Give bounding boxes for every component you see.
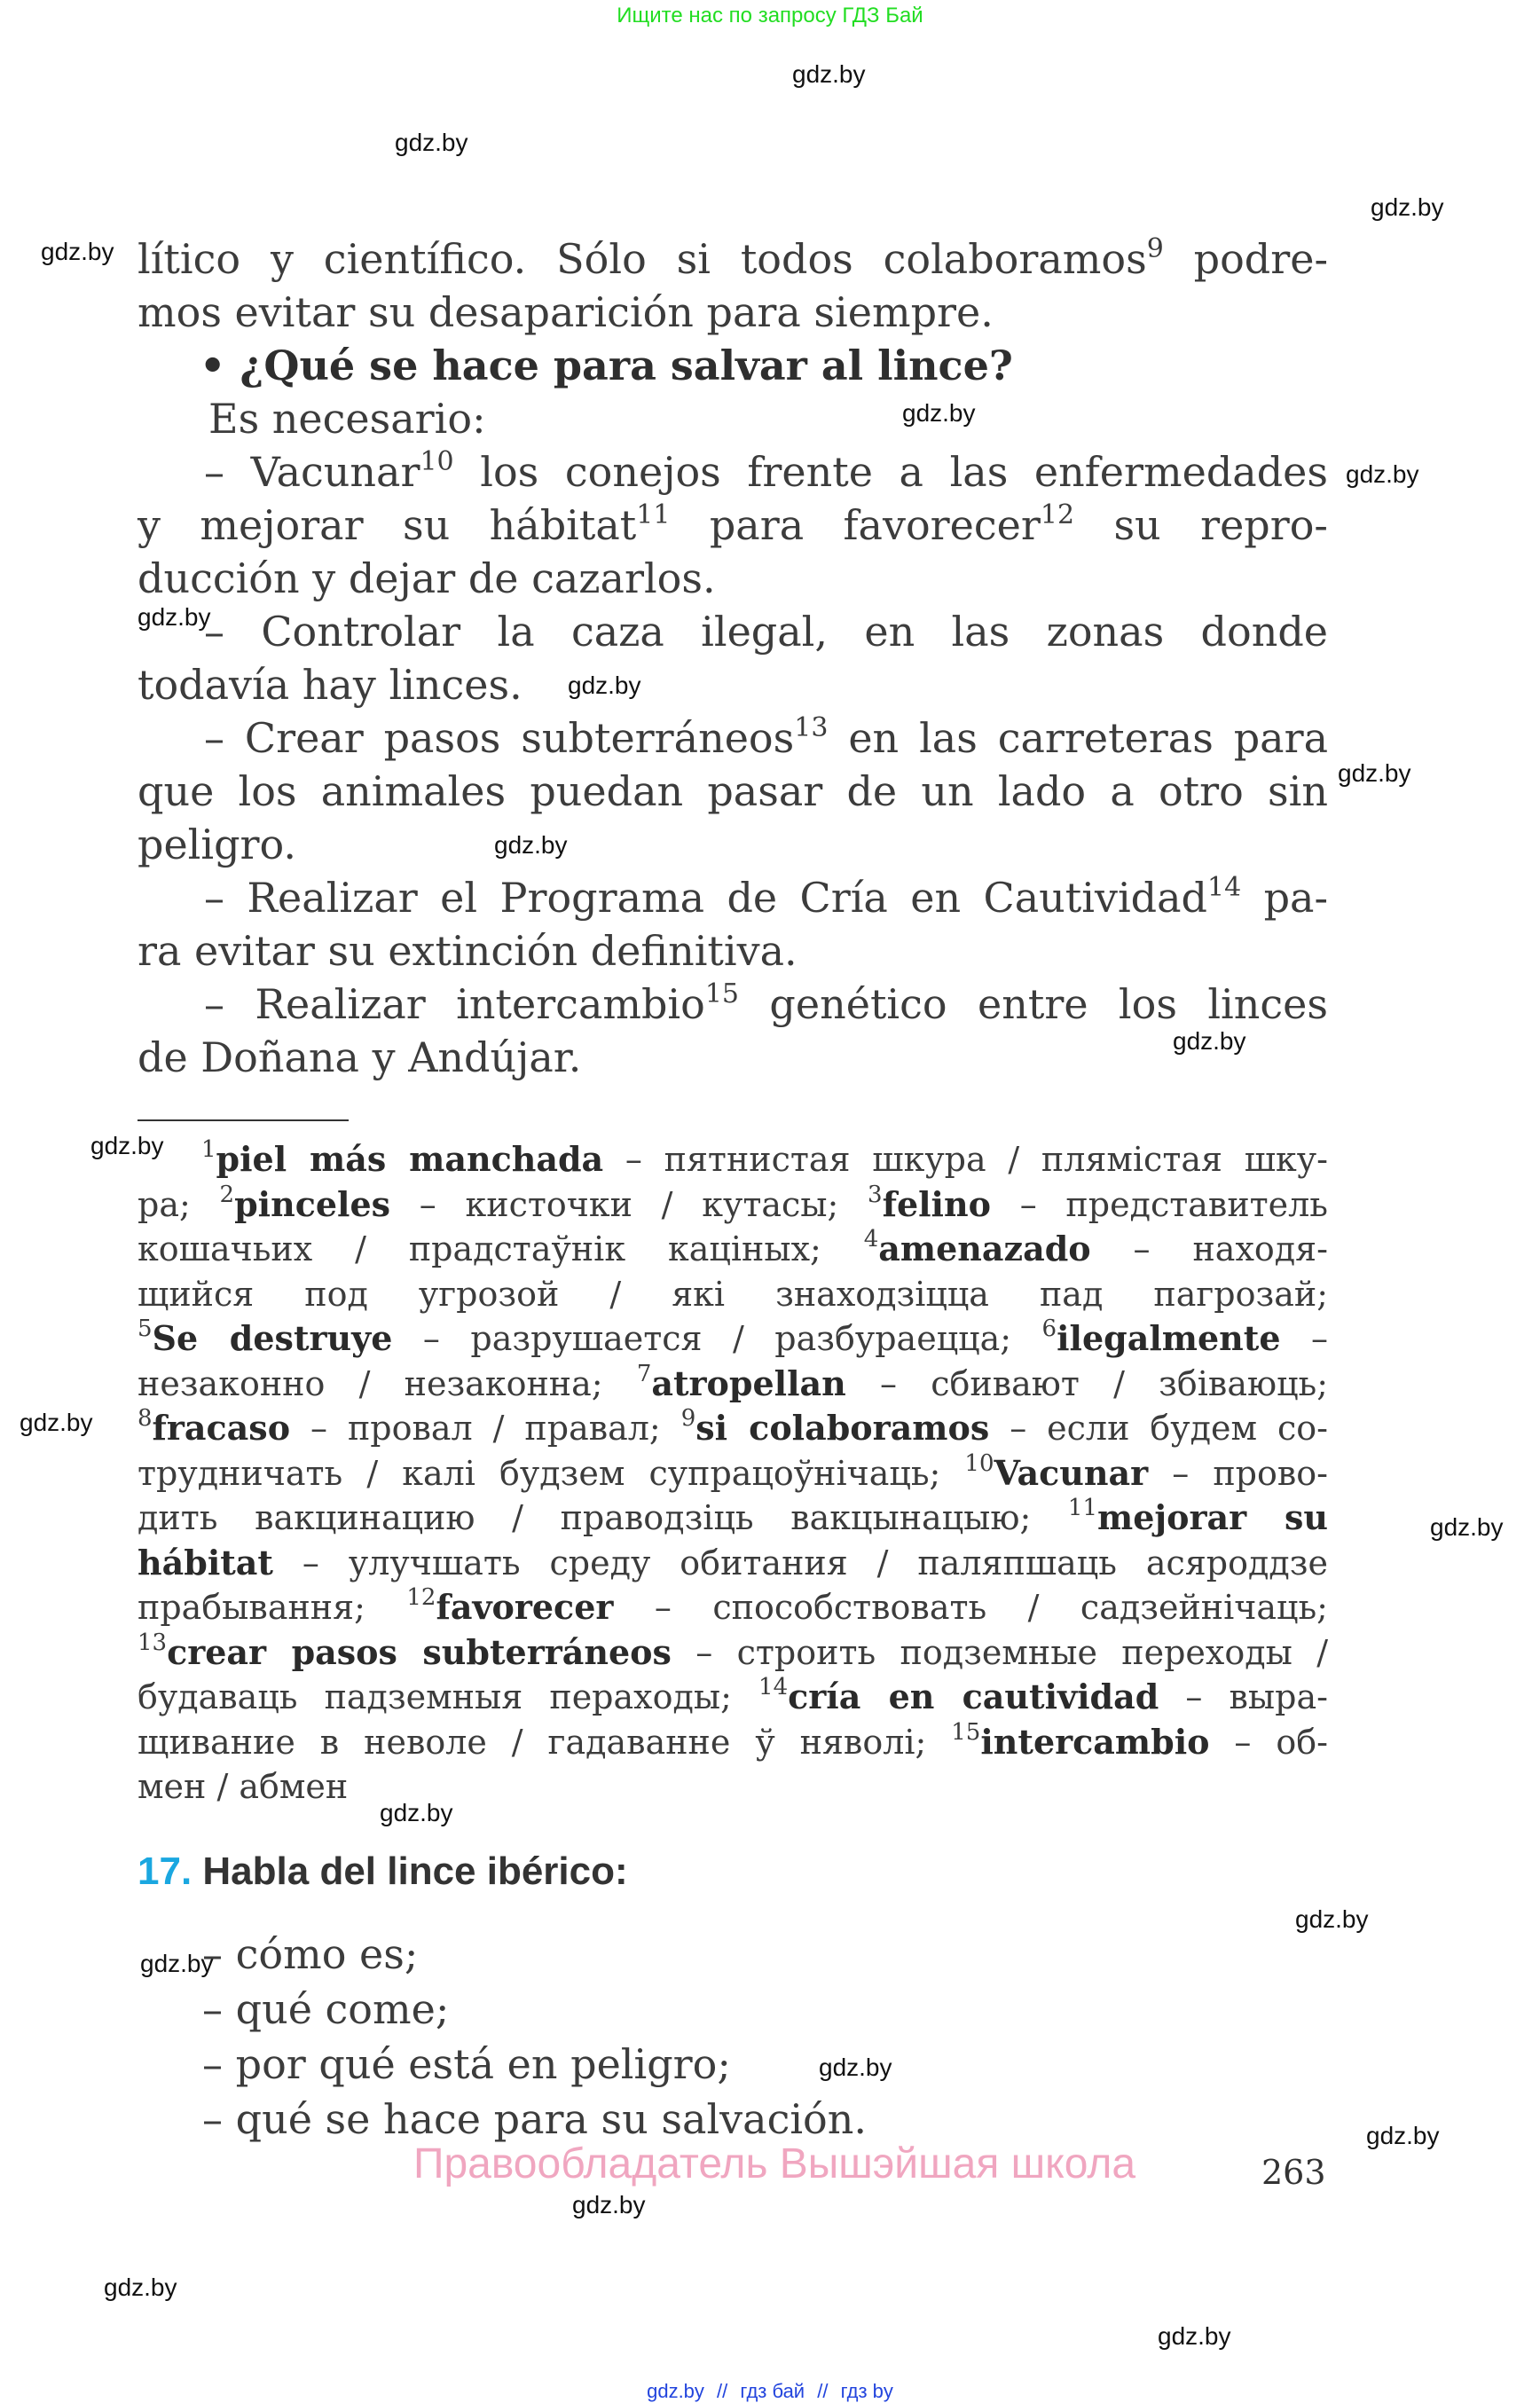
watermark-text: gdz.by bbox=[1371, 193, 1444, 221]
text-line: peligro. bbox=[138, 821, 297, 868]
text-line: mos evitar su desaparición para siempre. bbox=[138, 288, 994, 336]
text-line: lítico y científico. Sólo si todos colaboramos$^9$ podre- bbox=[138, 232, 1328, 283]
text-line: – Controlar la caza ilegal, en las zonas donde bbox=[204, 608, 1328, 656]
watermark-text: gdz.by bbox=[138, 603, 211, 631]
footnote-line: незаконно / незаконна; $^7$atropellan – сбивают / збіваюць; bbox=[138, 1360, 1328, 1403]
watermark-text: gdz.by bbox=[819, 2054, 892, 2081]
watermark-text: gdz.by bbox=[494, 831, 568, 859]
watermark-text: gdz.by bbox=[380, 1799, 453, 1826]
copyright-notice: Правообладатель Вышэйшая школа bbox=[412, 2140, 1136, 2187]
footnote-divider bbox=[138, 1119, 349, 1121]
watermark-text: gdz.by bbox=[572, 2191, 646, 2218]
watermark-text: gdz.by bbox=[140, 1950, 214, 1977]
list-item: – por qué está en peligro; bbox=[202, 2040, 731, 2088]
watermark-text: gdz.by bbox=[1295, 1905, 1369, 1933]
text-line: y mejorar su hábitat$^{11}$ para favorecer$^{12}$ su repro- bbox=[138, 499, 1328, 549]
footnote-ref: 14 bbox=[1206, 871, 1242, 903]
footnote-line: кошачьих / прадстаўнік каціных; $^4$amenazado – находя- bbox=[138, 1226, 1328, 1268]
section-question: • ¿Qué se hace para salvar al lince? bbox=[200, 342, 1013, 389]
footnote-line: мен / абмен bbox=[138, 1767, 349, 1806]
watermark-text: gdz.by bbox=[1158, 2322, 1231, 2350]
footnote-ref: 12 bbox=[1040, 499, 1075, 530]
text-line: ducción y dejar de cazarlos. bbox=[138, 554, 716, 602]
footnote-line: $^1$piel más manchada – пятнистая шкура / плямістая шку- bbox=[201, 1136, 1328, 1179]
exercise-title: Habla del lince ibérico: bbox=[202, 1849, 628, 1893]
footnote-ref: 10 bbox=[420, 445, 454, 477]
main-text bbox=[138, 232, 1328, 1084]
watermark-text: gdz.by bbox=[395, 129, 468, 156]
footnote-line: трудничать / калі будзем супрацоўнічаць; $^{10}$Vacunar – прово- bbox=[138, 1449, 1328, 1493]
footnotes bbox=[138, 1137, 1328, 1810]
footnote-line: ра; $^2$pinceles – кисточки / кутасы; $^3$felino – представитель bbox=[138, 1181, 1328, 1224]
watermark-text: gdz.by bbox=[792, 60, 866, 88]
footer-links: gdz.by // гдз бай // гдз by bbox=[647, 2380, 893, 2402]
text-line: de Doñana y Andújar. bbox=[138, 1033, 582, 1081]
text-line: – Realizar intercambio$^{15}$ genético entre los linces bbox=[204, 978, 1328, 1028]
footnote-line: $^5$Se destruye – разрушается / разбураецца; $^6$ilegalmente – bbox=[138, 1315, 1328, 1358]
footnote-line: $^8$fracaso – провал / правал; $^9$si colaboramos – если будем со- bbox=[138, 1405, 1329, 1448]
text-line: que los animales puedan pasar de un lado a otro sin bbox=[138, 767, 1328, 815]
watermark-text: gdz.by bbox=[41, 238, 114, 265]
footnote-ref: 15 bbox=[704, 978, 740, 1009]
text-line: – Crear pasos subterráneos$^{13}$ en las carreteras para bbox=[204, 711, 1329, 762]
list-item: – qué come; bbox=[202, 1985, 450, 2033]
footnote-line: дить вакцинацию / праводзіць вакцынацыю; $^{11}$mejorar su bbox=[138, 1495, 1328, 1537]
watermark-text: gdz.by bbox=[1338, 759, 1411, 787]
list-item: – cómo es; bbox=[202, 1930, 419, 1978]
watermark-text: gdz.by bbox=[902, 399, 976, 427]
footnote-ref: 13 bbox=[794, 711, 829, 743]
text-line: ra evitar su extinción definitiva. bbox=[138, 927, 798, 975]
footnote-line: прабывання; $^{12}$favorecer – способствовать / садзейнічаць; bbox=[138, 1584, 1328, 1627]
watermark-text: gdz.by bbox=[20, 1409, 93, 1436]
exercise-number: 17. bbox=[138, 1849, 192, 1893]
watermark-text: gdz.by bbox=[1430, 1513, 1504, 1541]
watermark-text: gdz.by bbox=[90, 1132, 164, 1159]
text-line: Es necesario: bbox=[208, 395, 486, 443]
watermark-text: gdz.by bbox=[568, 671, 641, 699]
footer-link-gdz-by-cyr[interactable]: гдз by bbox=[840, 2380, 893, 2402]
search-banner: Ищите нас по запросу ГДЗ Бай bbox=[617, 4, 923, 27]
watermark-text: gdz.by bbox=[1366, 2122, 1440, 2149]
page-number: 263 bbox=[1261, 2153, 1326, 2192]
footnote-line: будаваць падземныя пераходы; $^{14}$cría en cautividad – выра- bbox=[138, 1674, 1328, 1716]
footnote-line: hábitat – улучшать среду обитания / паляпшаць асяроддзе bbox=[138, 1542, 1328, 1582]
watermark-text: gdz.by bbox=[104, 2273, 177, 2301]
footnote-line: щивание в неволе / гадаванне ў няволі; $^{15}$intercambio – об- bbox=[138, 1718, 1328, 1762]
watermark-text: gdz.by bbox=[1346, 460, 1419, 488]
text-line: – Realizar el Programa de Cría en Cautividad$^{14}$ pa- bbox=[204, 871, 1328, 922]
exercise-list bbox=[202, 1927, 867, 2147]
footnote-line: щийся под угрозой / які знаходзіцца пад пагрозай; bbox=[138, 1274, 1328, 1314]
footnote-ref: 11 bbox=[636, 499, 671, 530]
footer-link-gdz-bai[interactable]: гдз бай bbox=[740, 2380, 805, 2402]
exercise-heading bbox=[138, 1849, 628, 1894]
text-line: – Vacunar$^{10}$ los conejos frente a las enfermedades bbox=[204, 445, 1328, 496]
text-line: todavía hay linces. bbox=[138, 661, 522, 709]
footnote-line: $^{13}$crear pasos subterráneos – строить подземные переходы / bbox=[138, 1629, 1328, 1672]
footnote-ref: 9 bbox=[1146, 232, 1164, 264]
list-item: – qué se hace para su salvación. bbox=[202, 2095, 867, 2143]
watermark-text: gdz.by bbox=[1173, 1027, 1246, 1055]
footer-link-gdz-by[interactable]: gdz.by bbox=[647, 2380, 704, 2402]
